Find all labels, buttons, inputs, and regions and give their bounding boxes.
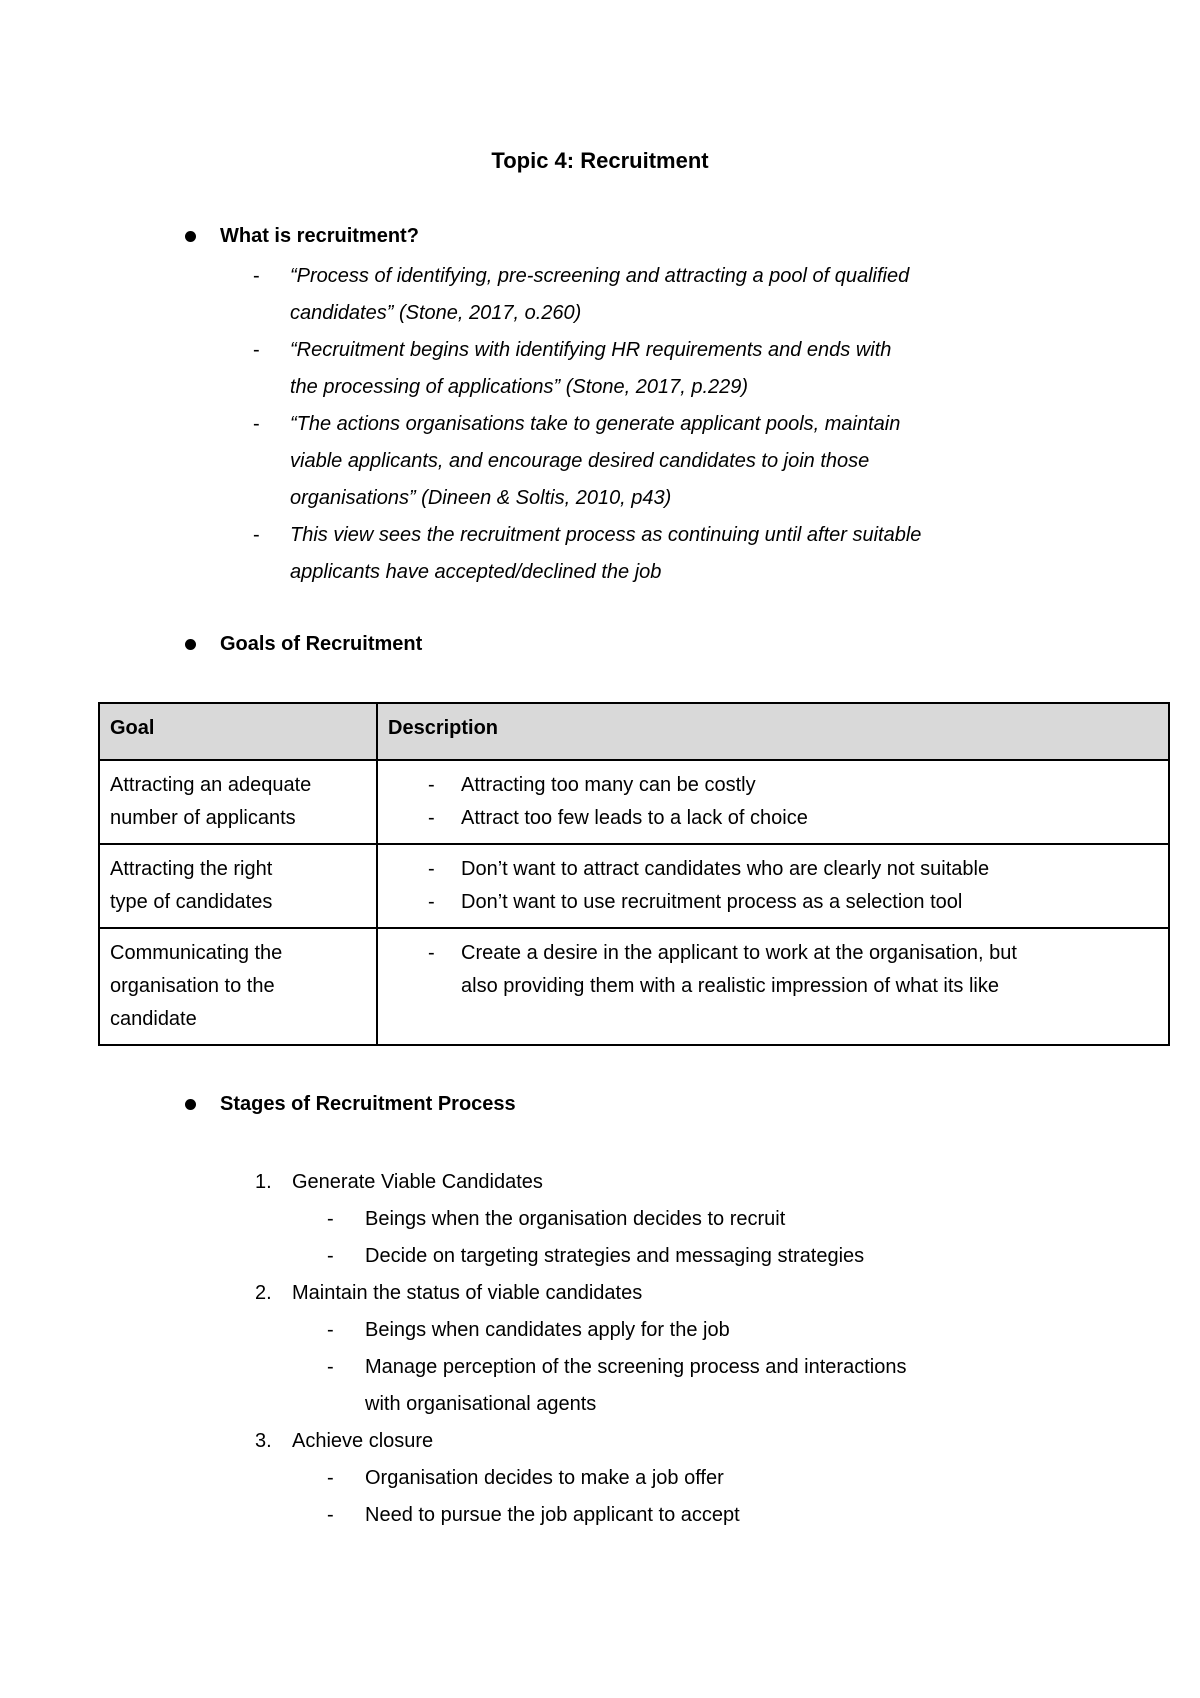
stage-item bbox=[255, 1275, 1115, 1312]
section-heading-what-is-recruitment bbox=[185, 225, 419, 248]
list-item-line: viable applicants, and encourage desired candidates to join those bbox=[290, 450, 870, 472]
table-row bbox=[99, 760, 1169, 844]
dash-marker: - bbox=[428, 942, 435, 964]
stage-sub-text: Organisation decides to make a job offer bbox=[365, 1467, 724, 1489]
goal-cell bbox=[99, 760, 377, 844]
list-item-line: “Recruitment begins with identifying HR requirements and ends with bbox=[290, 339, 892, 361]
table-row bbox=[99, 844, 1169, 928]
list-item bbox=[253, 332, 1113, 406]
column-header-description: Description bbox=[377, 703, 1169, 760]
stage-sub-item bbox=[255, 1312, 1115, 1349]
dash-marker: - bbox=[253, 339, 260, 361]
cell-line: type of candidates bbox=[110, 891, 273, 913]
stage-sub-text: Need to pursue the job applicant to accept bbox=[365, 1504, 740, 1526]
list-item-line: “Process of identifying, pre-screening and attracting a pool of qualified bbox=[290, 265, 910, 287]
stage-number: 3. bbox=[255, 1430, 272, 1452]
dash-marker: - bbox=[327, 1319, 334, 1341]
dash-marker: - bbox=[428, 774, 435, 796]
section-heading-text: Goals of Recruitment bbox=[220, 633, 423, 655]
list-item bbox=[253, 406, 1113, 517]
dash-marker: - bbox=[327, 1245, 334, 1267]
description-text: Don’t want to attract candidates who are clearly not suitable bbox=[461, 858, 990, 880]
list-item bbox=[253, 517, 1113, 591]
stage-sub-text: Beings when candidates apply for the job bbox=[365, 1319, 730, 1341]
stage-title: Achieve closure bbox=[292, 1430, 434, 1452]
definition-list bbox=[253, 258, 1113, 591]
list-item-line: applicants have accepted/declined the job bbox=[290, 561, 662, 583]
list-item-line: “The actions organisations take to generate applicant pools, maintain bbox=[290, 413, 901, 435]
stage-number: 1. bbox=[255, 1171, 272, 1193]
list-item-line: organisations” (Dineen & Soltis, 2010, p43) bbox=[290, 487, 672, 509]
stages-list bbox=[255, 1164, 1115, 1534]
section-heading-stages bbox=[185, 1093, 516, 1116]
list-item-line: candidates” (Stone, 2017, o.260) bbox=[290, 302, 582, 324]
stage-sub-item bbox=[255, 1238, 1115, 1275]
table-row bbox=[99, 928, 1169, 1045]
cell-line: organisation to the bbox=[110, 975, 275, 997]
list-item-line: This view sees the recruitment process as continuing until after suitable bbox=[290, 524, 922, 546]
section-heading-text: Stages of Recruitment Process bbox=[220, 1093, 516, 1115]
cell-line: Attracting the right bbox=[110, 858, 273, 880]
stage-sub-text: Beings when the organisation decides to recruit bbox=[365, 1208, 786, 1230]
section-heading-text: What is recruitment? bbox=[220, 225, 419, 247]
section-heading-goals bbox=[185, 633, 422, 656]
description-text: Don’t want to use recruitment process as a selection tool bbox=[461, 891, 963, 913]
dash-marker: - bbox=[327, 1356, 334, 1378]
description-cell bbox=[377, 928, 1169, 1045]
goal-cell bbox=[99, 928, 377, 1045]
description-text: Attract too few leads to a lack of choice bbox=[461, 807, 808, 829]
description-item bbox=[388, 937, 1158, 1003]
description-cell bbox=[377, 844, 1169, 928]
cell-line: candidate bbox=[110, 1008, 197, 1030]
cell-line: Communicating the bbox=[110, 942, 283, 964]
dash-marker: - bbox=[327, 1208, 334, 1230]
stage-sub-text: with organisational agents bbox=[365, 1393, 597, 1415]
stage-sub-item bbox=[255, 1201, 1115, 1238]
dash-marker: - bbox=[327, 1467, 334, 1489]
column-header-goal: Goal bbox=[99, 703, 377, 760]
stage-number: 2. bbox=[255, 1282, 272, 1304]
stage-sub-item bbox=[255, 1349, 1115, 1423]
stage-sub-item bbox=[255, 1497, 1115, 1534]
list-item bbox=[253, 258, 1113, 332]
dash-marker: - bbox=[428, 858, 435, 880]
description-text: Attracting too many can be costly bbox=[461, 774, 756, 796]
description-item bbox=[388, 853, 1158, 886]
stage-sub-text: Manage perception of the screening process and interactions bbox=[365, 1356, 907, 1378]
dash-marker: - bbox=[428, 807, 435, 829]
dash-marker: - bbox=[253, 265, 260, 287]
description-text: also providing them with a realistic impression of what its like bbox=[461, 975, 999, 997]
dash-marker: - bbox=[253, 524, 260, 546]
dash-marker: - bbox=[327, 1504, 334, 1526]
page-title: Topic 4: Recruitment bbox=[491, 148, 709, 173]
stage-sub-text: Decide on targeting strategies and messaging strategies bbox=[365, 1245, 865, 1267]
dash-marker: - bbox=[253, 413, 260, 435]
stage-title: Maintain the status of viable candidates bbox=[292, 1282, 643, 1304]
goals-table bbox=[98, 702, 1170, 1046]
cell-line: Attracting an adequate bbox=[110, 774, 312, 796]
description-item bbox=[388, 769, 1158, 802]
bullet-icon bbox=[185, 639, 196, 650]
stage-title: Generate Viable Candidates bbox=[292, 1171, 543, 1193]
description-item bbox=[388, 802, 1158, 835]
cell-line: number of applicants bbox=[110, 807, 296, 829]
description-cell bbox=[377, 760, 1169, 844]
stage-sub-item bbox=[255, 1460, 1115, 1497]
stage-item bbox=[255, 1423, 1115, 1460]
description-item bbox=[388, 886, 1158, 919]
list-item-line: the processing of applications” (Stone, 2017, p.229) bbox=[290, 376, 749, 398]
dash-marker: - bbox=[428, 891, 435, 913]
bullet-icon bbox=[185, 1099, 196, 1110]
table-header-row bbox=[99, 703, 1169, 760]
goal-cell bbox=[99, 844, 377, 928]
bullet-icon bbox=[185, 231, 196, 242]
description-text: Create a desire in the applicant to work at the organisation, but bbox=[461, 942, 1017, 964]
stage-item bbox=[255, 1164, 1115, 1201]
